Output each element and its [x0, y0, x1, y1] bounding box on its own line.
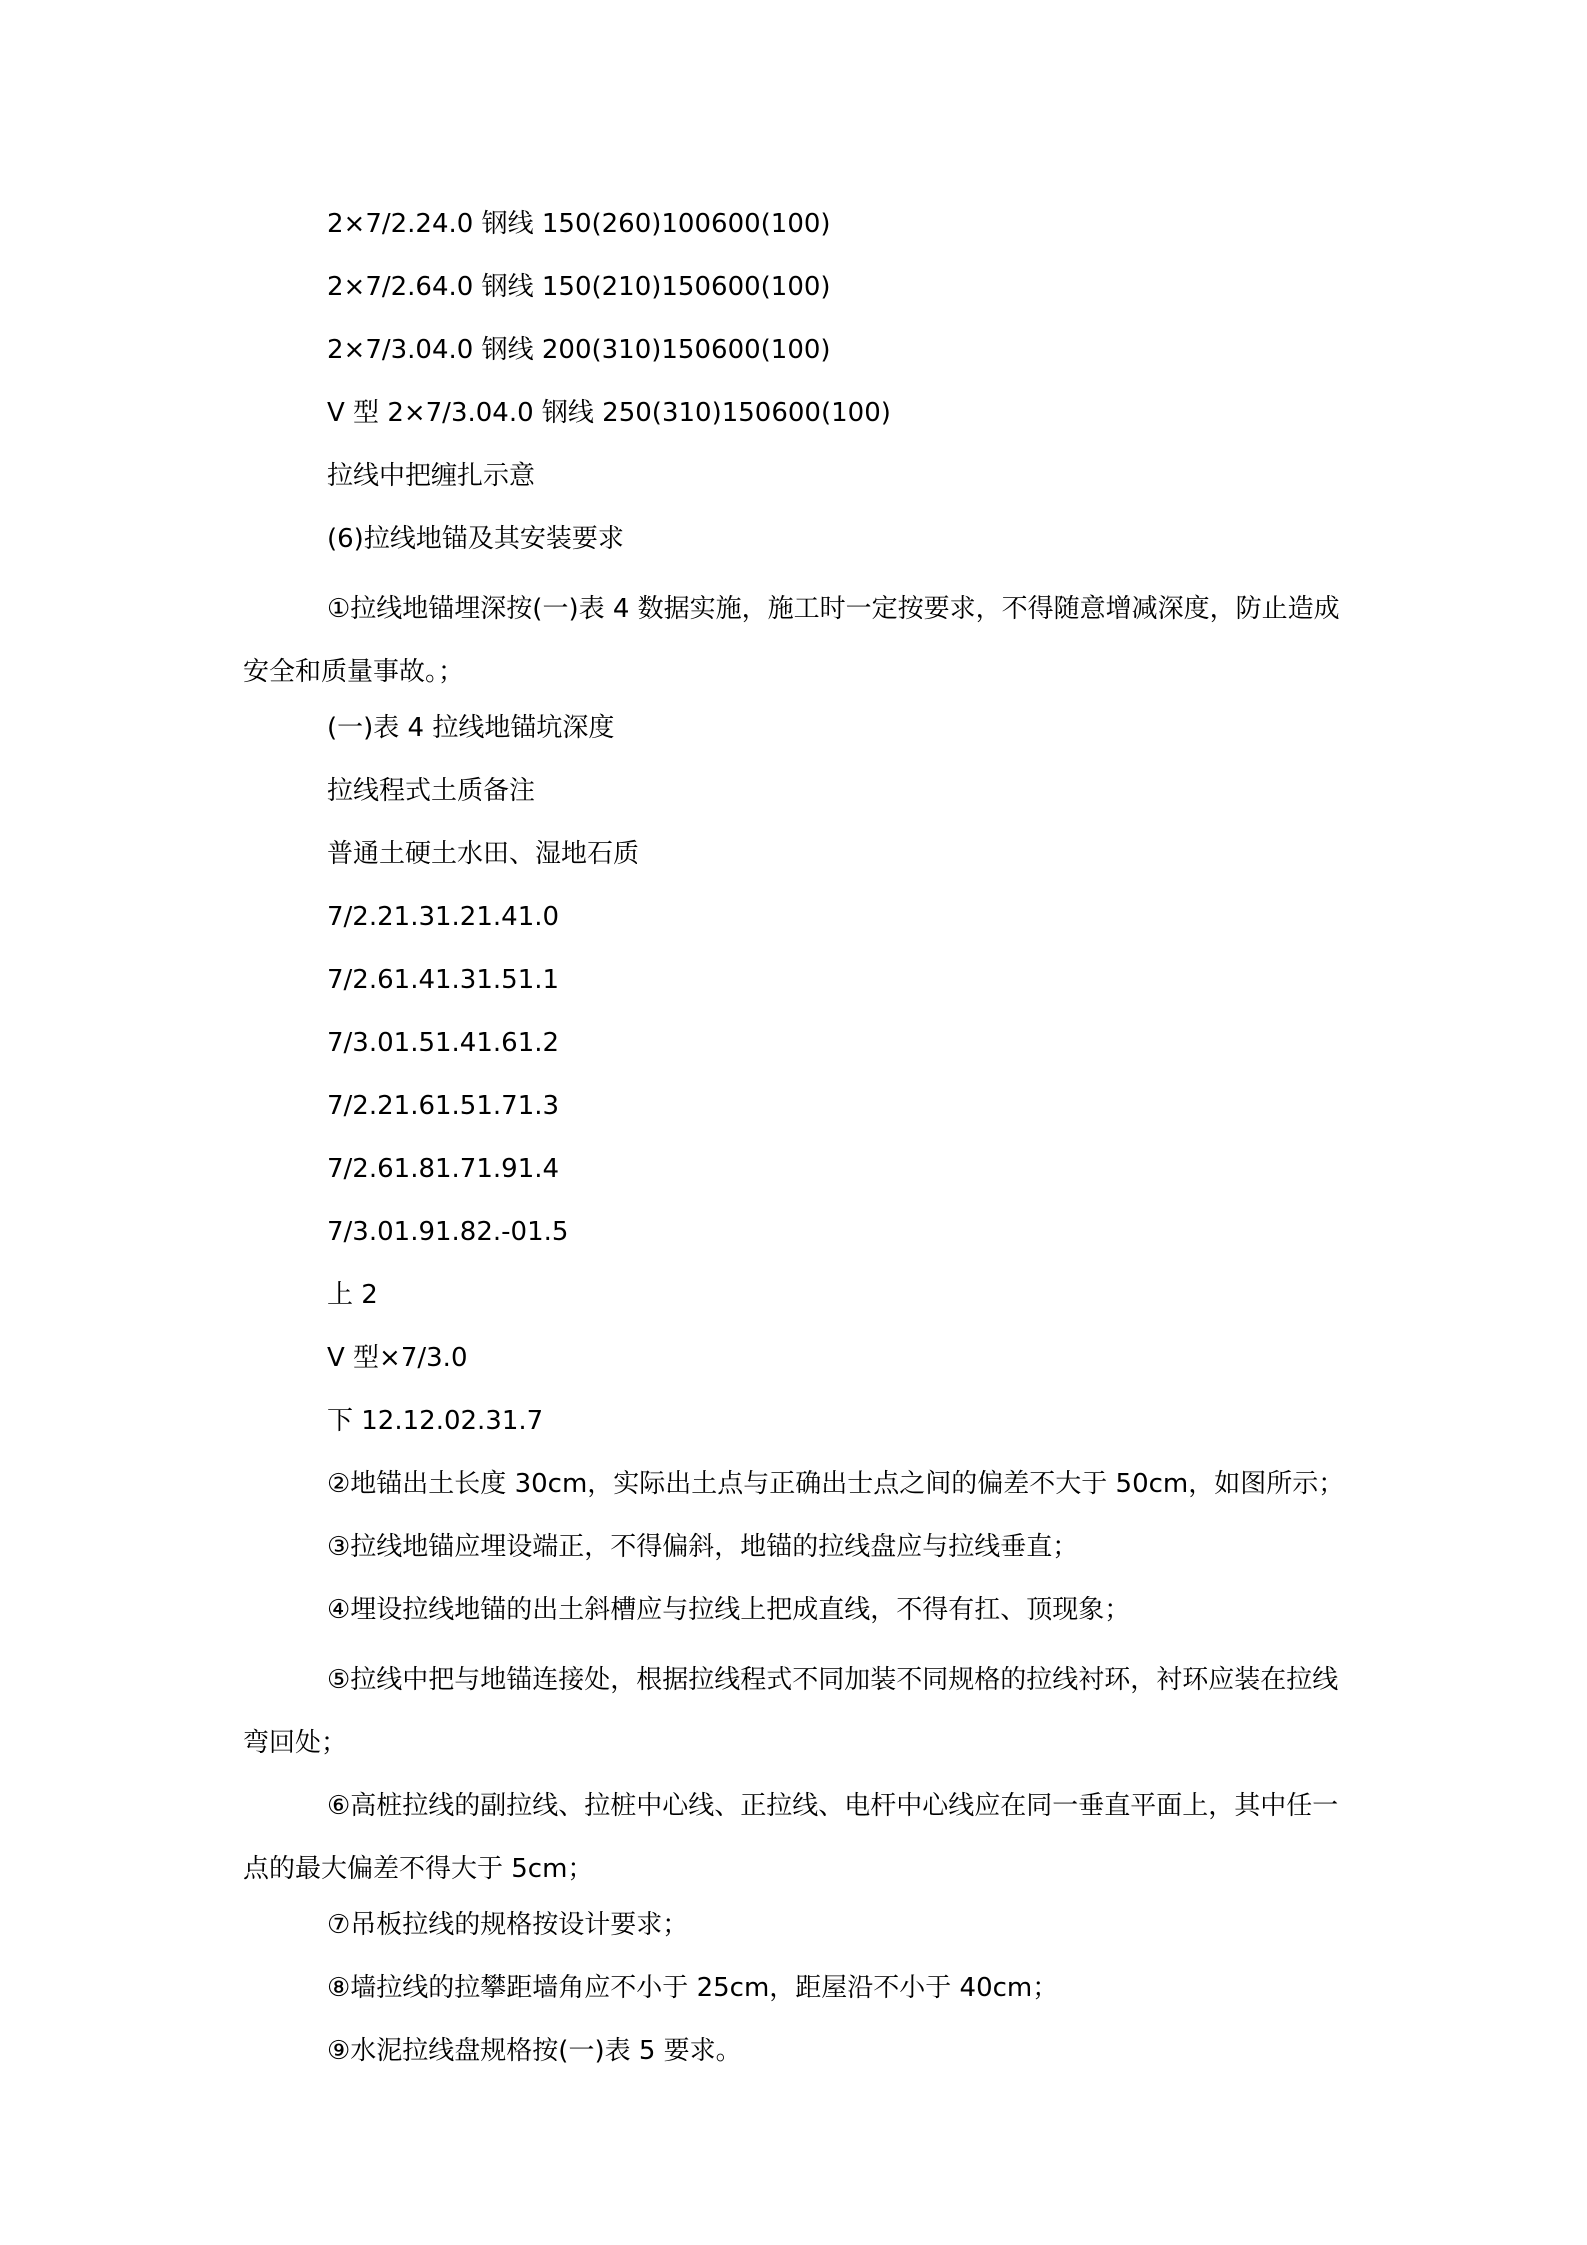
table-row: 7/2.21.31.21.41.0	[327, 902, 560, 932]
table-title: (一)表 4 拉线地锚坑深度	[327, 713, 615, 743]
paragraph: ⑦吊板拉线的规格按设计要求；	[327, 1910, 689, 1940]
table-row: 7/3.01.51.41.61.2	[327, 1028, 560, 1058]
table-row: 7/2.61.41.31.51.1	[327, 965, 560, 995]
paragraph: 2×7/3.04.0 钢线 200(310)150600(100)	[327, 335, 831, 365]
paragraph: ③拉线地锚应埋设端正，不得偏斜，地锚的拉线盘应与拉线垂直；	[327, 1532, 1079, 1562]
paragraph: ⑥高桩拉线的副拉线、拉桩中心线、正拉线、电杆中心线应在同一垂直平面上，其中任一点的最大偏差不得大于 5cm；	[243, 1791, 1339, 1884]
table-row: V 型×7/3.0	[327, 1343, 468, 1373]
paragraph: 2×7/2.24.0 钢线 150(260)100600(100)	[327, 209, 831, 239]
paragraph: 2×7/2.64.0 钢线 150(210)150600(100)	[327, 272, 831, 302]
table-header: 普通土硬土水田、湿地石质	[327, 839, 640, 869]
table-row: 下 12.12.02.31.7	[327, 1406, 544, 1436]
paragraph: ⑧墙拉线的拉攀距墙角应不小于 25cm，距屋沿不小于 40cm；	[327, 1973, 1059, 2003]
figure-caption: 拉线中把缠扎示意	[327, 461, 536, 491]
paragraph: ①拉线地锚埋深按(一)表 4 数据实施，施工时一定按要求，不得随意增减深度，防止造成安全和质量事故。；	[243, 594, 1340, 687]
table-row: 7/2.21.61.51.71.3	[327, 1091, 560, 1121]
paragraph: V 型 2×7/3.04.0 钢线 250(310)150600(100)	[327, 398, 891, 428]
section-heading: (6)拉线地锚及其安装要求	[327, 524, 624, 554]
table-header: 拉线程式土质备注	[327, 776, 536, 806]
paragraph: ②地锚出土长度 30cm，实际出土点与正确出士点之间的偏差不大于 50cm，如图所示；	[327, 1469, 1345, 1499]
paragraph: ⑤拉线中把与地锚连接处，根据拉线程式不同加装不同规格的拉线衬环，衬环应装在拉线弯回处；	[243, 1665, 1339, 1758]
table-row: 7/2.61.81.71.91.4	[327, 1154, 560, 1184]
paragraph: ④埋设拉线地锚的出土斜槽应与拉线上把成直线，不得有扛、顶现象；	[327, 1595, 1131, 1625]
table-row: 上 2	[327, 1280, 378, 1310]
paragraph: ⑨水泥拉线盘规格按(一)表 5 要求。	[327, 2036, 742, 2066]
document-body	[243, 200, 1353, 2090]
table-row: 7/3.01.91.82.-01.5	[327, 1217, 569, 1247]
